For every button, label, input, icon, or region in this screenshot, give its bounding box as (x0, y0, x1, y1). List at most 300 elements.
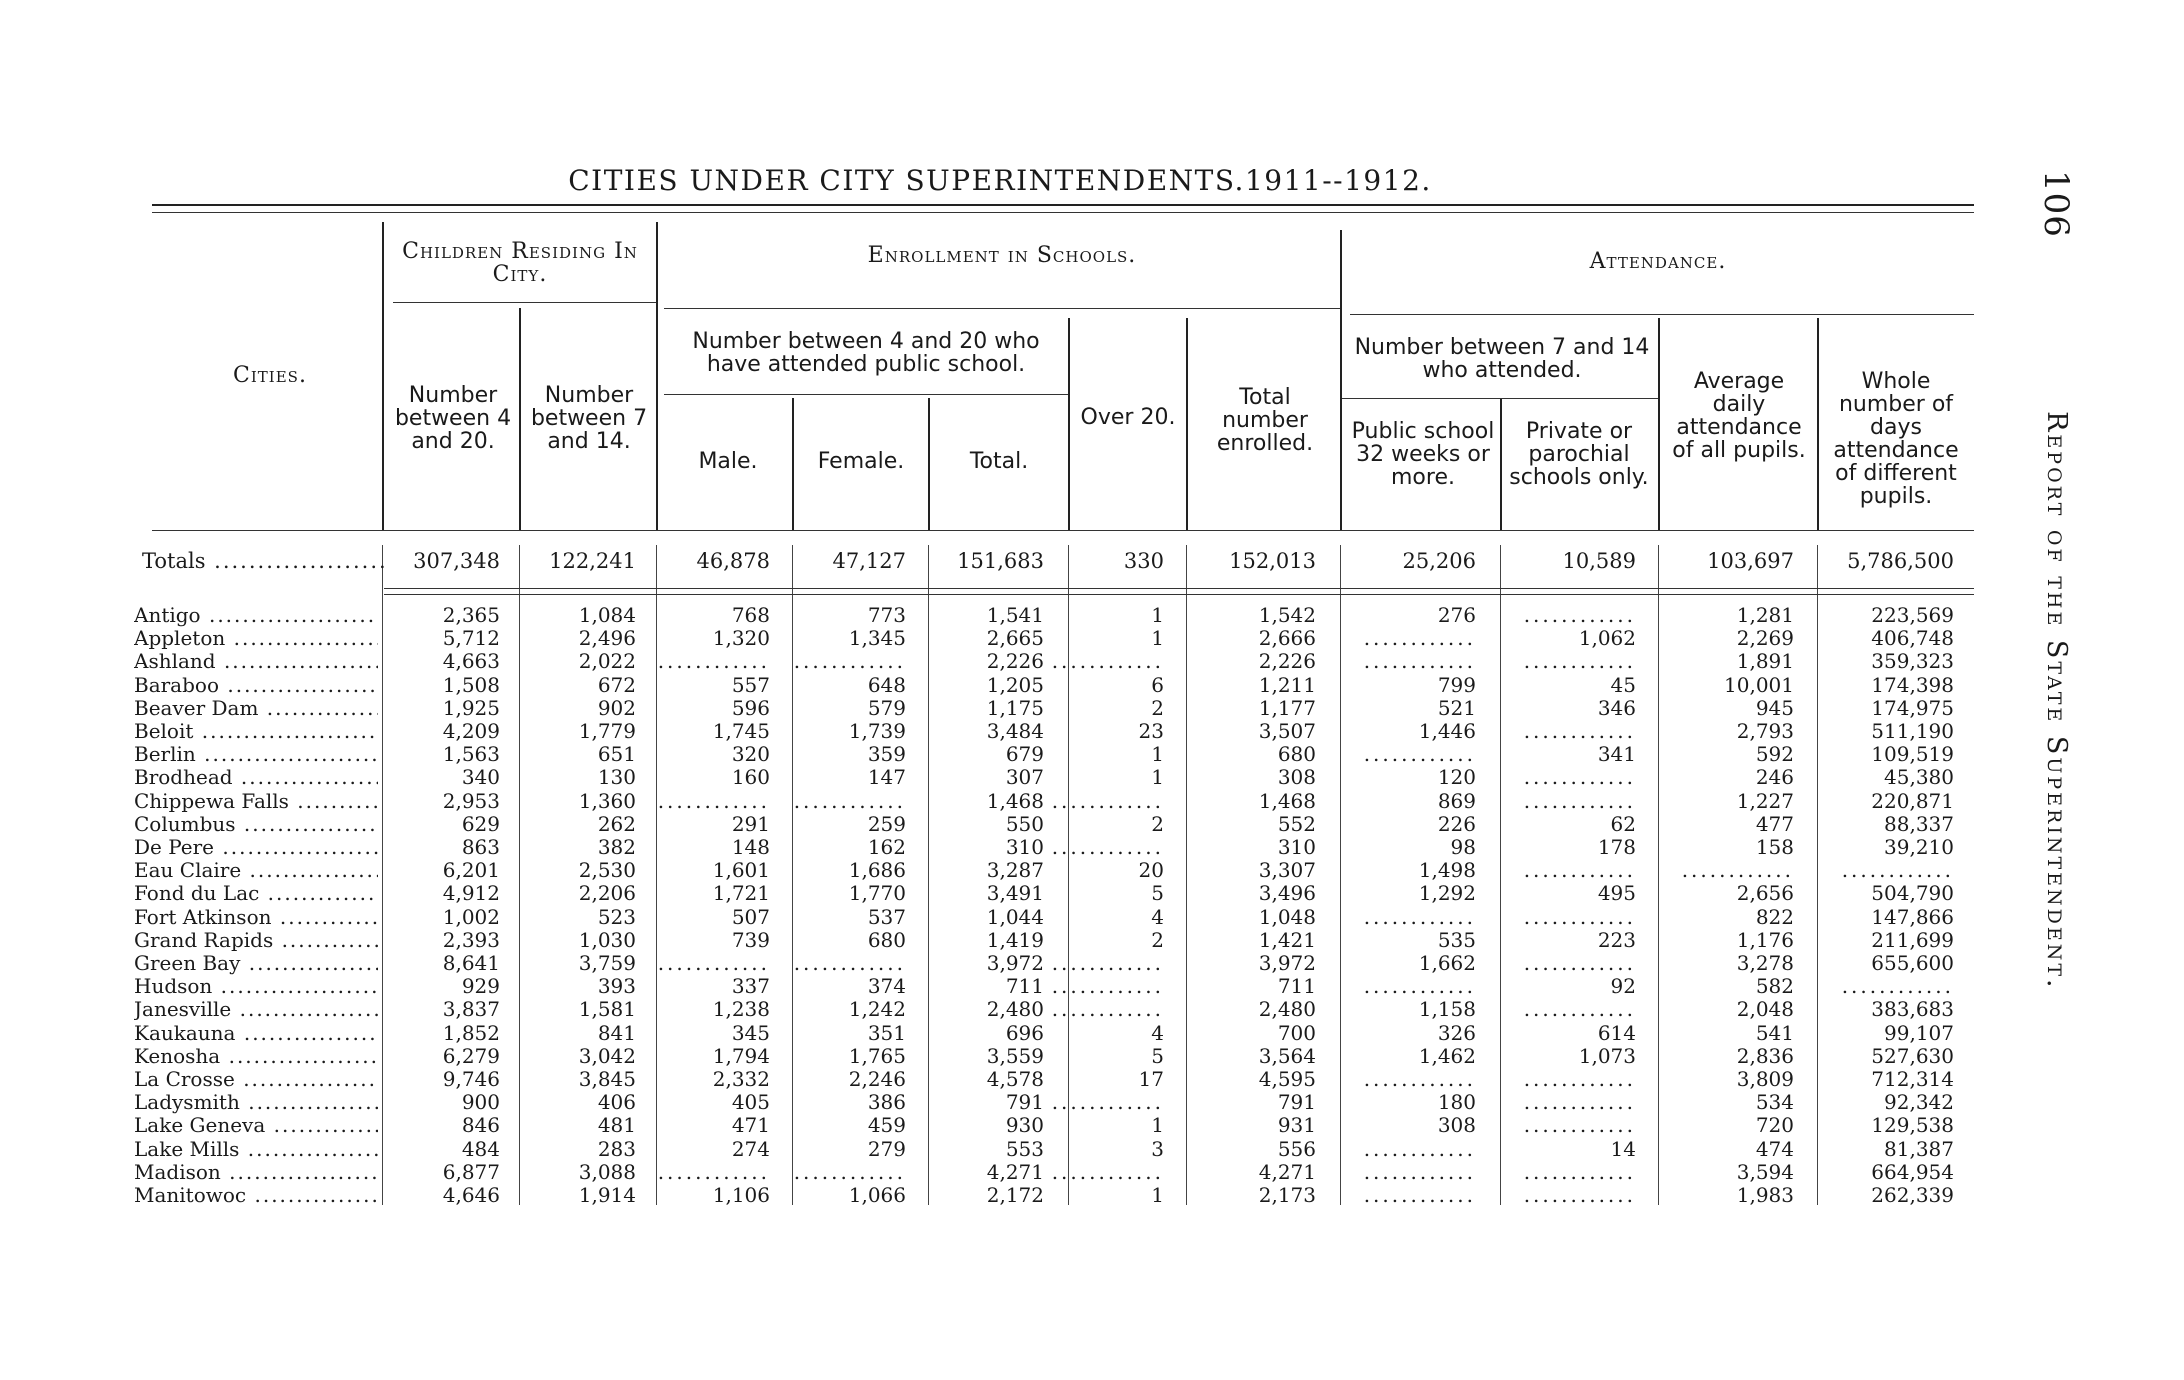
table-row (0, 836, 2000, 859)
cell-total-enrolled: 2,480 (1258, 997, 1316, 1022)
cell-male: 1,238 (712, 997, 770, 1022)
cell-total: 1,419 (986, 927, 1044, 952)
cell-avg-daily: 10,001 (1724, 672, 1794, 697)
table-row (0, 627, 2000, 650)
cell-female: 1,242 (848, 997, 906, 1022)
col-divider (656, 222, 658, 530)
table-row (0, 1114, 2000, 1137)
cell-total-enrolled: 1,542 (1258, 603, 1316, 627)
cell-over-20: 4 (1151, 904, 1164, 929)
cell-male: 46,878 (696, 549, 770, 573)
cell-private: ............ (1523, 1159, 1636, 1184)
city-name: Chippewa Falls ..... (134, 790, 378, 813)
cell-private: ............ (1523, 765, 1636, 790)
cell-num-4-20: 5,712 (442, 626, 500, 651)
cell-whole-days: 511,190 (1871, 719, 1954, 743)
cell-total: 151,683 (957, 549, 1044, 573)
cell-num-4-20: 1,925 (442, 695, 500, 720)
cell-num-4-20: 846 (461, 1113, 500, 1138)
cell-num-7-14: 3,088 (578, 1159, 636, 1184)
cell-avg-daily: 2,836 (1736, 1043, 1794, 1068)
cell-num-7-14: 1,084 (578, 603, 636, 627)
group-underline (393, 302, 656, 303)
cell-male: 148 (731, 835, 770, 859)
table-row (0, 1138, 2000, 1161)
table-row (0, 975, 2000, 998)
cell-num-7-14: 651 (597, 742, 636, 767)
cell-total: 3,491 (986, 881, 1044, 906)
cell-over-20: 1 (1151, 765, 1164, 790)
cell-num-7-14: 3,042 (578, 1043, 636, 1068)
cell-whole-days: 223,569 (1871, 603, 1954, 627)
city-name: Antigo ..... (134, 604, 378, 627)
city-name: Eau Claire ..... (134, 859, 378, 882)
city-name: Kaukauna ..... (134, 1022, 378, 1045)
page-number: 106 (2036, 170, 2076, 238)
col-divider (1340, 230, 1342, 530)
header-total: Total. (969, 449, 1029, 474)
cell-private: 10,589 (1562, 549, 1636, 573)
cell-private: ............ (1523, 1113, 1636, 1138)
city-name: Brodhead ..... (134, 766, 378, 789)
cell-whole-days: 664,954 (1871, 1159, 1954, 1184)
cell-num-4-20: 307,348 (413, 549, 500, 573)
sub-underline (664, 394, 1068, 395)
table-row (0, 743, 2000, 766)
header-avg-daily: Average daily attendance of all pupils. (1672, 369, 1806, 463)
cell-avg-daily: ............ (1681, 858, 1794, 883)
cell-over-20: 6 (1151, 672, 1164, 697)
cell-public-32: 1,158 (1418, 997, 1476, 1022)
cell-female: ............ (793, 649, 906, 674)
cell-num-7-14: 1,779 (578, 719, 636, 743)
cell-num-4-20: 4,663 (442, 649, 500, 674)
cell-male: 557 (731, 672, 770, 697)
cell-female: 773 (867, 603, 906, 627)
cell-num-7-14: 481 (597, 1113, 636, 1138)
cell-private: ............ (1523, 649, 1636, 674)
cell-total: 4,271 (986, 1159, 1044, 1184)
cell-female: 279 (867, 1136, 906, 1161)
cell-total: 550 (1005, 811, 1044, 836)
cell-public-32: ............ (1363, 649, 1476, 674)
table-row (0, 650, 2000, 673)
cell-female: 537 (867, 904, 906, 929)
cell-public-32: 521 (1437, 695, 1476, 720)
cell-over-20: 23 (1138, 719, 1164, 743)
cell-total-enrolled: 1,421 (1258, 927, 1316, 952)
cell-whole-days: 88,337 (1884, 811, 1954, 836)
cell-female: 1,765 (848, 1043, 906, 1068)
cell-total: 553 (1005, 1136, 1044, 1161)
cell-female: 579 (867, 695, 906, 720)
table-row (0, 1161, 2000, 1184)
cell-whole-days: 99,107 (1884, 1020, 1954, 1045)
cell-total: 2,480 (986, 997, 1044, 1022)
col-divider (928, 398, 930, 530)
cell-num-7-14: 2,496 (578, 626, 636, 651)
cell-private: 14 (1610, 1136, 1636, 1161)
cell-total: 1,175 (986, 695, 1044, 720)
cell-female: 359 (867, 742, 906, 767)
top-rule (152, 204, 1974, 206)
cell-num-4-20: 929 (461, 974, 500, 999)
cell-avg-daily: 2,656 (1736, 881, 1794, 906)
cell-total-enrolled: 1,048 (1258, 904, 1316, 929)
group-underline (664, 308, 1340, 309)
side-heading: Report of the State Superintendent. (2041, 411, 2072, 991)
city-name: Lake Geneva ..... (134, 1114, 378, 1137)
cell-private: ............ (1523, 1183, 1636, 1207)
cell-public-32: 1,292 (1418, 881, 1476, 906)
city-name: Columbus ..... (134, 813, 378, 836)
col-divider (519, 308, 521, 530)
totals-rule (384, 588, 1974, 589)
cell-private: ............ (1523, 858, 1636, 883)
cell-whole-days: 655,600 (1871, 951, 1954, 975)
cell-avg-daily: 1,983 (1736, 1183, 1794, 1207)
cell-male: 768 (731, 603, 770, 627)
city-name: La Crosse ..... (134, 1068, 378, 1091)
cell-total-enrolled: 3,972 (1258, 951, 1316, 975)
cell-whole-days: 712,314 (1871, 1067, 1954, 1091)
cell-avg-daily: 541 (1755, 1020, 1794, 1045)
cell-male: 160 (731, 765, 770, 790)
cell-num-4-20: 4,912 (442, 881, 500, 906)
cell-num-7-14: 1,360 (578, 788, 636, 813)
city-name: Green Bay ..... (134, 952, 378, 975)
cell-avg-daily: 477 (1755, 811, 1794, 836)
cell-num-4-20: 1,508 (442, 672, 500, 697)
city-name: Hudson ..... (134, 975, 378, 998)
cell-male: 1,721 (712, 881, 770, 906)
table-row (0, 929, 2000, 952)
cell-over-20: 5 (1151, 881, 1164, 906)
cell-whole-days: 5,786,500 (1847, 549, 1954, 573)
cell-whole-days: 359,323 (1871, 649, 1954, 674)
cell-public-32: 226 (1437, 811, 1476, 836)
cell-avg-daily: 534 (1755, 1090, 1794, 1115)
table-row (0, 1091, 2000, 1114)
cell-over-20: 1 (1151, 603, 1164, 627)
cell-num-7-14: 382 (597, 835, 636, 859)
cell-total: 2,665 (986, 626, 1044, 651)
cell-over-20: ............ (1051, 997, 1164, 1022)
cell-whole-days: 174,975 (1871, 695, 1954, 720)
cell-total-enrolled: 4,271 (1258, 1159, 1316, 1184)
cell-total-enrolled: 931 (1277, 1113, 1316, 1138)
cell-avg-daily: 246 (1755, 765, 1794, 790)
cell-num-4-20: 1,852 (442, 1020, 500, 1045)
cell-num-4-20: 340 (461, 765, 500, 790)
cell-num-4-20: 8,641 (442, 951, 500, 975)
cell-total-enrolled: 3,507 (1258, 719, 1316, 743)
table-row (0, 674, 2000, 697)
cell-female: 147 (867, 765, 906, 790)
cell-private: 1,062 (1578, 626, 1636, 651)
cell-female: 374 (867, 974, 906, 999)
cell-num-4-20: 1,563 (442, 742, 500, 767)
cell-public-32: ............ (1363, 904, 1476, 929)
header-female: Female. (817, 449, 905, 474)
cell-num-4-20: 9,746 (442, 1067, 500, 1091)
cell-private: 92 (1610, 974, 1636, 999)
cell-total: 679 (1005, 742, 1044, 767)
cell-female: ............ (793, 951, 906, 975)
cell-over-20: ............ (1051, 951, 1164, 975)
cell-private: ............ (1523, 603, 1636, 627)
cell-public-32: 120 (1437, 765, 1476, 790)
cell-private: 62 (1610, 811, 1636, 836)
cell-female: 1,345 (848, 626, 906, 651)
cell-num-4-20: 900 (461, 1090, 500, 1115)
cell-over-20: 20 (1138, 858, 1164, 883)
cell-num-7-14: 3,759 (578, 951, 636, 975)
cell-private: ............ (1523, 997, 1636, 1022)
cell-total: 1,205 (986, 672, 1044, 697)
cell-num-4-20: 4,209 (442, 719, 500, 743)
cell-total-enrolled: 308 (1277, 765, 1316, 790)
cell-private: ............ (1523, 1090, 1636, 1115)
cell-over-20: ............ (1051, 835, 1164, 859)
city-name: Beloit ..... (134, 720, 378, 743)
cell-avg-daily: 3,278 (1736, 951, 1794, 975)
cell-total: 3,484 (986, 719, 1044, 743)
cell-avg-daily: 1,176 (1736, 927, 1794, 952)
cell-total-enrolled: 2,666 (1258, 626, 1316, 651)
cell-female: 648 (867, 672, 906, 697)
cell-female: 386 (867, 1090, 906, 1115)
cell-male: 471 (731, 1113, 770, 1138)
cell-total: 696 (1005, 1020, 1044, 1045)
cell-total: 791 (1005, 1090, 1044, 1115)
city-name: Janesville ..... (134, 998, 378, 1021)
cell-public-32: 326 (1437, 1020, 1476, 1045)
cell-avg-daily: 474 (1755, 1136, 1794, 1161)
cell-num-4-20: 629 (461, 811, 500, 836)
header-cities: Cities. (233, 363, 307, 388)
cell-over-20: 5 (1151, 1043, 1164, 1068)
cell-num-7-14: 262 (597, 811, 636, 836)
table-row (0, 998, 2000, 1021)
header-bottom-rule (152, 530, 1974, 531)
cell-public-32: 869 (1437, 788, 1476, 813)
header-attended-7-14: Number between 7 and 14 who attended. (1354, 335, 1650, 383)
cell-male: 739 (731, 927, 770, 952)
table-row (0, 720, 2000, 743)
cell-public-32: ............ (1363, 974, 1476, 999)
cell-over-20: 4 (1151, 1020, 1164, 1045)
cell-total: 307 (1005, 765, 1044, 790)
cell-total: 1,044 (986, 904, 1044, 929)
cell-over-20: 2 (1151, 927, 1164, 952)
cell-num-7-14: 2,206 (578, 881, 636, 906)
cell-over-20: 1 (1151, 1183, 1164, 1207)
cell-whole-days: 406,748 (1871, 626, 1954, 651)
cell-female: 259 (867, 811, 906, 836)
header-attendance-group: Attendance. (1589, 249, 1727, 274)
city-name: Lake Mills ..... (134, 1138, 378, 1161)
cell-num-7-14: 902 (597, 695, 636, 720)
cell-total-enrolled: 3,564 (1258, 1043, 1316, 1068)
cell-over-20: ............ (1051, 649, 1164, 674)
top-rule-thin (152, 212, 1974, 213)
cell-avg-daily: 720 (1755, 1113, 1794, 1138)
cell-num-7-14: 2,530 (578, 858, 636, 883)
cell-avg-daily: 2,048 (1736, 997, 1794, 1022)
cell-male: 596 (731, 695, 770, 720)
cell-female: 162 (867, 835, 906, 859)
cell-over-20: 1 (1151, 742, 1164, 767)
cell-private: 614 (1597, 1020, 1636, 1045)
cell-private: ............ (1523, 904, 1636, 929)
cell-whole-days: 81,387 (1884, 1136, 1954, 1161)
cell-over-20: ............ (1051, 1159, 1164, 1184)
cell-female: 47,127 (832, 549, 906, 573)
cell-whole-days: 174,398 (1871, 672, 1954, 697)
city-name: Ashland ..... (134, 650, 378, 673)
col-divider (792, 398, 794, 530)
cell-total-enrolled: 2,173 (1258, 1183, 1316, 1207)
cell-num-4-20: 2,953 (442, 788, 500, 813)
cell-total-enrolled: 4,595 (1258, 1067, 1316, 1091)
cell-male: 291 (731, 811, 770, 836)
cell-num-7-14: 122,241 (549, 549, 636, 573)
cell-public-32: 25,206 (1402, 549, 1476, 573)
city-name: Madison ..... (134, 1161, 378, 1184)
cell-total-enrolled: 310 (1277, 835, 1316, 859)
col-divider (1500, 398, 1502, 530)
sub-underline (1342, 398, 1658, 399)
table-row (0, 790, 2000, 813)
table-row (0, 1045, 2000, 1068)
table-row (0, 1184, 2000, 1207)
header-private: Private or parochial schools only. (1509, 419, 1649, 490)
cell-total-enrolled: 1,468 (1258, 788, 1316, 813)
city-name: Berlin ..... (134, 743, 378, 766)
cell-over-20: ............ (1051, 1090, 1164, 1115)
cell-num-4-20: 1,002 (442, 904, 500, 929)
cell-over-20: 17 (1138, 1067, 1164, 1091)
cell-private: 495 (1597, 881, 1636, 906)
cell-avg-daily: 158 (1755, 835, 1794, 859)
cell-female: ............ (793, 788, 906, 813)
cell-num-4-20: 6,201 (442, 858, 500, 883)
group-underline (1350, 314, 1974, 315)
cell-total-enrolled: 152,013 (1229, 549, 1316, 573)
cell-total: 4,578 (986, 1067, 1044, 1091)
cell-num-7-14: 1,030 (578, 927, 636, 952)
city-name: Appleton ..... (134, 627, 378, 650)
cell-male: 337 (731, 974, 770, 999)
page-title: CITIES UNDER CITY SUPERINTENDENTS.1911--1912. (568, 164, 1432, 197)
cell-total: 3,559 (986, 1043, 1044, 1068)
header-num-7-14: Number between 7 and 14. (530, 383, 648, 454)
cell-avg-daily: 1,227 (1736, 788, 1794, 813)
cell-num-4-20: 2,365 (442, 603, 500, 627)
cell-total-enrolled: 3,307 (1258, 858, 1316, 883)
cell-avg-daily: 945 (1755, 695, 1794, 720)
cell-num-7-14: 672 (597, 672, 636, 697)
cell-public-32: 535 (1437, 927, 1476, 952)
cell-private: ............ (1523, 951, 1636, 975)
cell-private: 1,073 (1578, 1043, 1636, 1068)
cell-public-32: ............ (1363, 1067, 1476, 1091)
cell-num-7-14: 3,845 (578, 1067, 636, 1091)
table-row (0, 1068, 2000, 1091)
header-male: Male. (698, 449, 758, 474)
table-row (0, 697, 2000, 720)
city-name: Manitowoc ..... (134, 1184, 378, 1207)
cell-public-32: 1,662 (1418, 951, 1476, 975)
cell-male: 507 (731, 904, 770, 929)
cell-over-20: ............ (1051, 788, 1164, 813)
cell-private: 223 (1597, 927, 1636, 952)
cell-avg-daily: 2,269 (1736, 626, 1794, 651)
cell-male: ............ (657, 1159, 770, 1184)
cell-whole-days: 504,790 (1871, 881, 1954, 906)
cell-over-20: 2 (1151, 811, 1164, 836)
cell-private: 341 (1597, 742, 1636, 767)
cell-public-32: ............ (1363, 1136, 1476, 1161)
cell-avg-daily: 3,594 (1736, 1159, 1794, 1184)
cell-female: 459 (867, 1113, 906, 1138)
header-total-enrolled: Total number enrolled. (1216, 385, 1314, 456)
cell-public-32: ............ (1363, 626, 1476, 651)
cell-over-20: 3 (1151, 1136, 1164, 1161)
table-row (0, 1022, 2000, 1045)
cell-whole-days: 220,871 (1871, 788, 1954, 813)
cell-whole-days: 45,380 (1884, 765, 1954, 790)
cell-female: 1,686 (848, 858, 906, 883)
cell-male: 2,332 (712, 1067, 770, 1091)
cell-whole-days: 39,210 (1884, 835, 1954, 859)
cell-male: ............ (657, 788, 770, 813)
cell-female: 1,770 (848, 881, 906, 906)
cell-num-4-20: 2,393 (442, 927, 500, 952)
header-num-4-20: Number between 4 and 20. (394, 383, 512, 454)
cell-total: 310 (1005, 835, 1044, 859)
cell-public-32: 308 (1437, 1113, 1476, 1138)
header-whole-days: Whole number of days attendance of different pupils. (1833, 369, 1959, 509)
totals-row (0, 550, 2000, 573)
totals-label: Totals ..... (142, 550, 386, 573)
cell-public-32: 180 (1437, 1090, 1476, 1115)
city-name: Baraboo ..... (134, 674, 378, 697)
cell-whole-days: 211,699 (1871, 927, 1954, 952)
cell-avg-daily: 592 (1755, 742, 1794, 767)
cell-public-32: 1,462 (1418, 1043, 1476, 1068)
cell-num-7-14: 406 (597, 1090, 636, 1115)
cell-num-4-20: 6,279 (442, 1043, 500, 1068)
cell-total: 3,972 (986, 951, 1044, 975)
cell-male: 1,320 (712, 626, 770, 651)
cell-private: 45 (1610, 672, 1636, 697)
cell-avg-daily: 103,697 (1707, 549, 1794, 573)
cell-total-enrolled: 556 (1277, 1136, 1316, 1161)
totals-rule (384, 594, 1974, 595)
cell-num-4-20: 4,646 (442, 1183, 500, 1207)
city-name: Grand Rapids ..... (134, 929, 378, 952)
cell-total-enrolled: 680 (1277, 742, 1316, 767)
cell-total-enrolled: 791 (1277, 1090, 1316, 1115)
table-row (0, 952, 2000, 975)
cell-female: ............ (793, 1159, 906, 1184)
cell-over-20: 330 (1123, 549, 1164, 573)
city-name: De Pere ..... (134, 836, 378, 859)
cell-num-7-14: 393 (597, 974, 636, 999)
cell-total-enrolled: 1,211 (1258, 672, 1316, 697)
